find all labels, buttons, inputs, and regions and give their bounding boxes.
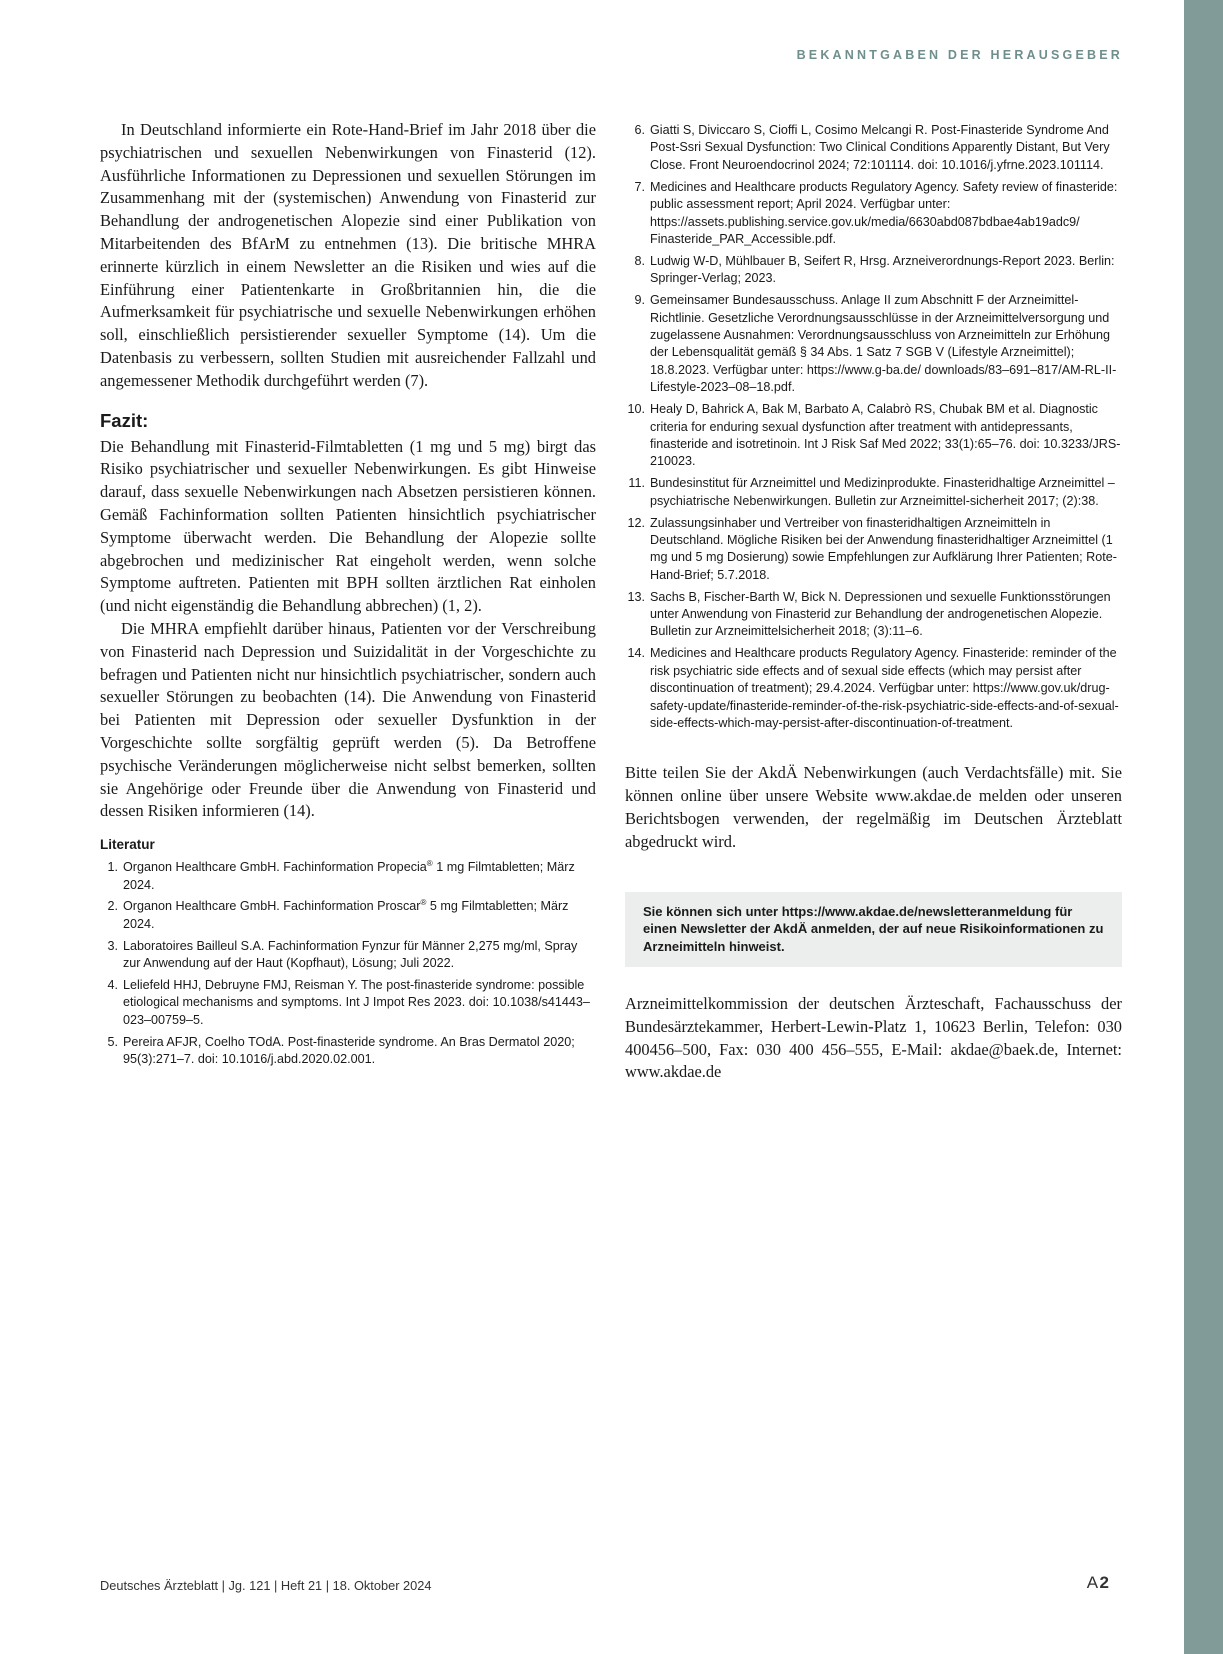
- reference-number: 1.: [107, 860, 118, 875]
- reference-item: [625, 179, 1122, 249]
- registered-mark: ®: [426, 858, 433, 868]
- reference-number: 4.: [107, 978, 118, 993]
- reference-item: [625, 589, 1122, 641]
- fazit-paragraph-1: Die Behandlung mit Finasterid-Filmtabletten (1 mg und 5 mg) birgt das Risiko psychiatrischer und sexueller Nebenwirkungen. Es gibt Hinweise darauf, dass sexuelle Nebenwirkungen nach Absetzen persistieren können. Gemäß Fachinformation sollten Patienten hinsichtlich psychiatrischer Symptome überwacht werden. Die Behandlung der Alopezie sollte abgebrochen und medizinischer Rat eingeholt werden, wenn solche Symptome auftreten. Patienten mit BPH sollten ärztlichen Rat einholen (und nicht eigenständig die Behandlung abbrechen) (1, 2).: [100, 436, 596, 616]
- reference-item: [625, 515, 1122, 585]
- reference-list-left: [100, 859, 596, 1068]
- reference-item: [100, 1034, 596, 1069]
- right-column: [625, 122, 1122, 1084]
- reference-text: Leliefeld HHJ, Debruyne FMJ, Reisman Y. The post-finasteride syndrome: possible etiological mechanisms and symptoms. Int J Impot Res 2023. doi: 10.1038/s41443–023–00759–5.: [123, 978, 590, 1027]
- fazit-heading: Fazit:: [100, 409, 149, 431]
- reference-text: Pereira AFJR, Coelho TOdA. Post-finasteride syndrome. An Bras Dermatol 2020; 95(3):271–7. doi: 10.1016/j.abd.2020.02.001.: [123, 1034, 575, 1067]
- report-paragraph: Bitte teilen Sie der AkdÄ Nebenwirkungen (auch Verdachtsfälle) mit. Sie können online über unsere Website www.akdae.de melden oder unseren Berichtsbogen verwenden, der regelmäßig im Deutschen Ärzteblatt abgedruckt wird.: [625, 763, 1122, 851]
- reference-item: [100, 938, 596, 973]
- reference-text: Healy D, Bahrick A, Bak M, Barbato A, Calabrò RS, Chubak BM et al. Diagnostic criteria for enduring sexual dysfunction after treatment with antidepressants, finasteride and isotretinoin. Int J Risk Saf Med 2022; 33(1):65–76. doi: 10.3233/JRS-210023.: [650, 402, 1121, 469]
- reference-text: Ludwig W-D, Mühlbauer B, Seifert R, Hrsg. Arzneiverordnungs-Report 2023. Berlin: Springer-Verlag; 2023.: [650, 253, 1115, 286]
- reference-item: [100, 898, 596, 933]
- left-body: [100, 119, 596, 823]
- page-number-value: 2: [1099, 1573, 1109, 1592]
- reference-item: [100, 977, 596, 1029]
- reference-number: 3.: [107, 938, 118, 953]
- reference-list-right: [625, 122, 1122, 732]
- literature-heading: Literatur: [100, 837, 155, 853]
- reference-number: 8.: [634, 253, 645, 268]
- reference-number: 10.: [627, 402, 645, 417]
- section-header: BEKANNTGABEN DER HERAUSGEBER: [796, 48, 1123, 62]
- reference-text: 5 mg Filmtabletten; März 2024.: [123, 899, 569, 931]
- reference-number: 11.: [628, 476, 645, 491]
- fazit-paragraph-2: Die MHRA empfiehlt darüber hinaus, Patienten vor der Verschreibung von Finasterid nach Depression und Suizidalität in der Vorgeschichte zu befragen und Patienten nicht nur hinsichtlich psychiatrischer, sondern auch sexueller Störungen zu beobachten (14). Die Anwendung von Finasterid bei Patienten mit Depression oder sexueller Dysfunktion in der Vorgeschichte sollte sorgfältig geprüft werden (5). Da Betroffene psychische Veränderungen möglicherweise nicht selbst bemerken, sollten sie Angehörige oder Freunde über die Anwendung von Finasterid und dessen Risiken informieren (14).: [100, 618, 596, 821]
- reference-number: 12.: [627, 515, 645, 530]
- reference-number: 6.: [634, 123, 645, 137]
- reference-text: Laboratoires Bailleul S.A. Fachinformation Fynzur für Männer 2,275 mg/ml, Spray zur Anwendung auf der Haut (Kopfhaut), Lösung; Juli 2022.: [123, 938, 578, 971]
- newsletter-box: Sie können sich unter https://www.akdae.de/newsletteranmeldung für einen Newsletter der AkdÄ anmelden, der auf neue Risikoinformationen zu Arzneimitteln hinweist.: [625, 892, 1122, 968]
- reference-item: [625, 645, 1122, 732]
- reference-text: Medicines and Healthcare products Regulatory Agency. Finasteride: reminder of the risk psychiatric side effects and of sexual side effects (which may persist after discontinuation of treatment); 29.4.2024. Verfügbar unter: https://www.gov.uk/drug-safety-update/finasteride-reminder-of-the-risk-psychiatric-side-effects-and-of-sexual-side-effects-which-may-persist-after-discontinuation-of-treatment.: [650, 646, 1119, 730]
- page-prefix: A: [1086, 1573, 1099, 1592]
- reference-text: Medicines and Healthcare products Regulatory Agency. Safety review of finasteride: public assessment report; April 2024. Verfügbar unter: https://assets.publishing.service.gov.uk/media/6630abd087bdbae4ab19adc9/ Finasteride_PAR_Accessible.pdf.: [650, 179, 1118, 246]
- reference-item: [625, 122, 1122, 174]
- left-column: [100, 119, 596, 1073]
- registered-mark: ®: [420, 898, 427, 908]
- reference-item: [625, 475, 1122, 510]
- reference-number: 7.: [634, 179, 645, 194]
- intro-paragraph: In Deutschland informierte ein Rote-Hand-Brief im Jahr 2018 über die psychiatrischen und sexuellen Nebenwirkungen von Finasterid (12). Ausführliche Informationen zu Depressionen und sexuellen Störungen im Zusammenhang mit der (systemischen) Anwendung von Finasterid zur Behandlung der androgenetischen Alopezie sind einer Publikation von Mitarbeitenden des BfArM zu entnehmen (13). Die britische MHRA erinnerte kürzlich in einem Newsletter an die Risiken und wies auf die Einführung einer Patientenkarte in Großbritannien hin, die die Aufmerksamkeit für psychiatrische und sexuelle Nebenwirkungen erhöhen soll, einschließlich persistierender sexueller Symptome (14). Um die Datenbasis zu verbessern, sollten Studien mit ausreichender Fallzahl und angemessener Methodik durchgeführt werden (7).: [100, 120, 596, 390]
- page-number: [1087, 1573, 1109, 1593]
- reference-number: 2.: [107, 899, 118, 914]
- reference-text: Gemeinsamer Bundesausschuss. Anlage II zum Abschnitt F der Arzneimittel-Richtlinie. Gesetzliche Verordnungsausschlüsse in der Arzneimittelversorgung und zugelassene Ausnahmen: Verordnungsausschluss von Arzneimitteln zur Erhöhung der Lebensqualität gemäß § 34 Abs. 1 Satz 7 SGB V (Lifestyle Arzneimittel); 18.8.2023. Verfügbar unter: https://www.g-ba.de/ downloads/83–691–817/AM-RL-II-Lifestyle-2023–08–18.pdf.: [650, 293, 1117, 395]
- reference-item: [625, 253, 1122, 288]
- reference-item: [100, 859, 596, 894]
- address-paragraph: Arzneimittelkommission der deutschen Ärzteschaft, Fachausschuss der Bundesärztekammer, Herbert-Lewin-Platz 1, 10623 Berlin, Telefon: 030 400456–500, Fax: 030 400 456–555, E-Mail: akdae@baek.de, Internet: www.akdae.de: [625, 994, 1122, 1082]
- reference-number: 14.: [627, 646, 645, 661]
- reference-number: 9.: [634, 293, 645, 308]
- reference-text: Bundesinstitut für Arzneimittel und Medizinprodukte. Finasteridhaltige Arzneimittel – psychiatrische Nebenwirkungen. Bulletin zur Arzneimittel-sicherheit 2017; (2):38.: [650, 476, 1115, 508]
- reference-item: [625, 401, 1122, 471]
- reference-number: 13.: [627, 589, 645, 604]
- reference-number: 5.: [107, 1034, 118, 1049]
- reference-text: Giatti S, Diviccaro S, Cioffi L, Cosimo Melcangi R. Post-Finasteride Syndrome And Post-Ssri Sexual Dysfunction: Two Clinical Conditions Apparently Distant, But Very Close. Front Neuroendocrinol 2024; 72:101114. doi: 10.1016/j.yfrne.2023.101114.: [650, 123, 1110, 172]
- reference-text: 1 mg Filmtabletten; März 2024.: [123, 860, 575, 892]
- reference-item: [625, 292, 1122, 396]
- reference-text: Zulassungsinhaber und Vertreiber von finasteridhaltigen Arzneimitteln in Deutschland. Mögliche Risiken bei der Anwendung finasteridhaltiger Arzneimittel (1 mg und 5 mg Dosierung) sowie Empfehlungen zur Aufklärung Ihrer Patienten; Rote-Hand-Brief; 5.7.2018.: [650, 515, 1117, 582]
- side-color-bar: [1184, 0, 1223, 1654]
- reference-text: Organon Healthcare GmbH. Fachinformation Propecia: [123, 860, 427, 875]
- reference-text: Organon Healthcare GmbH. Fachinformation Proscar: [123, 899, 421, 914]
- reference-text: Sachs B, Fischer-Barth W, Bick N. Depressionen und sexuelle Funktionsstörungen unter Anwendung von Finasterid zur Behandlung der androgenetischen Alopezie. Bulletin zur Arzneimittelsicherheit 2018; (3):11–6.: [650, 589, 1111, 639]
- footer-citation: Deutsches Ärzteblatt | Jg. 121 | Heft 21 | 18. Oktober 2024: [100, 1578, 432, 1593]
